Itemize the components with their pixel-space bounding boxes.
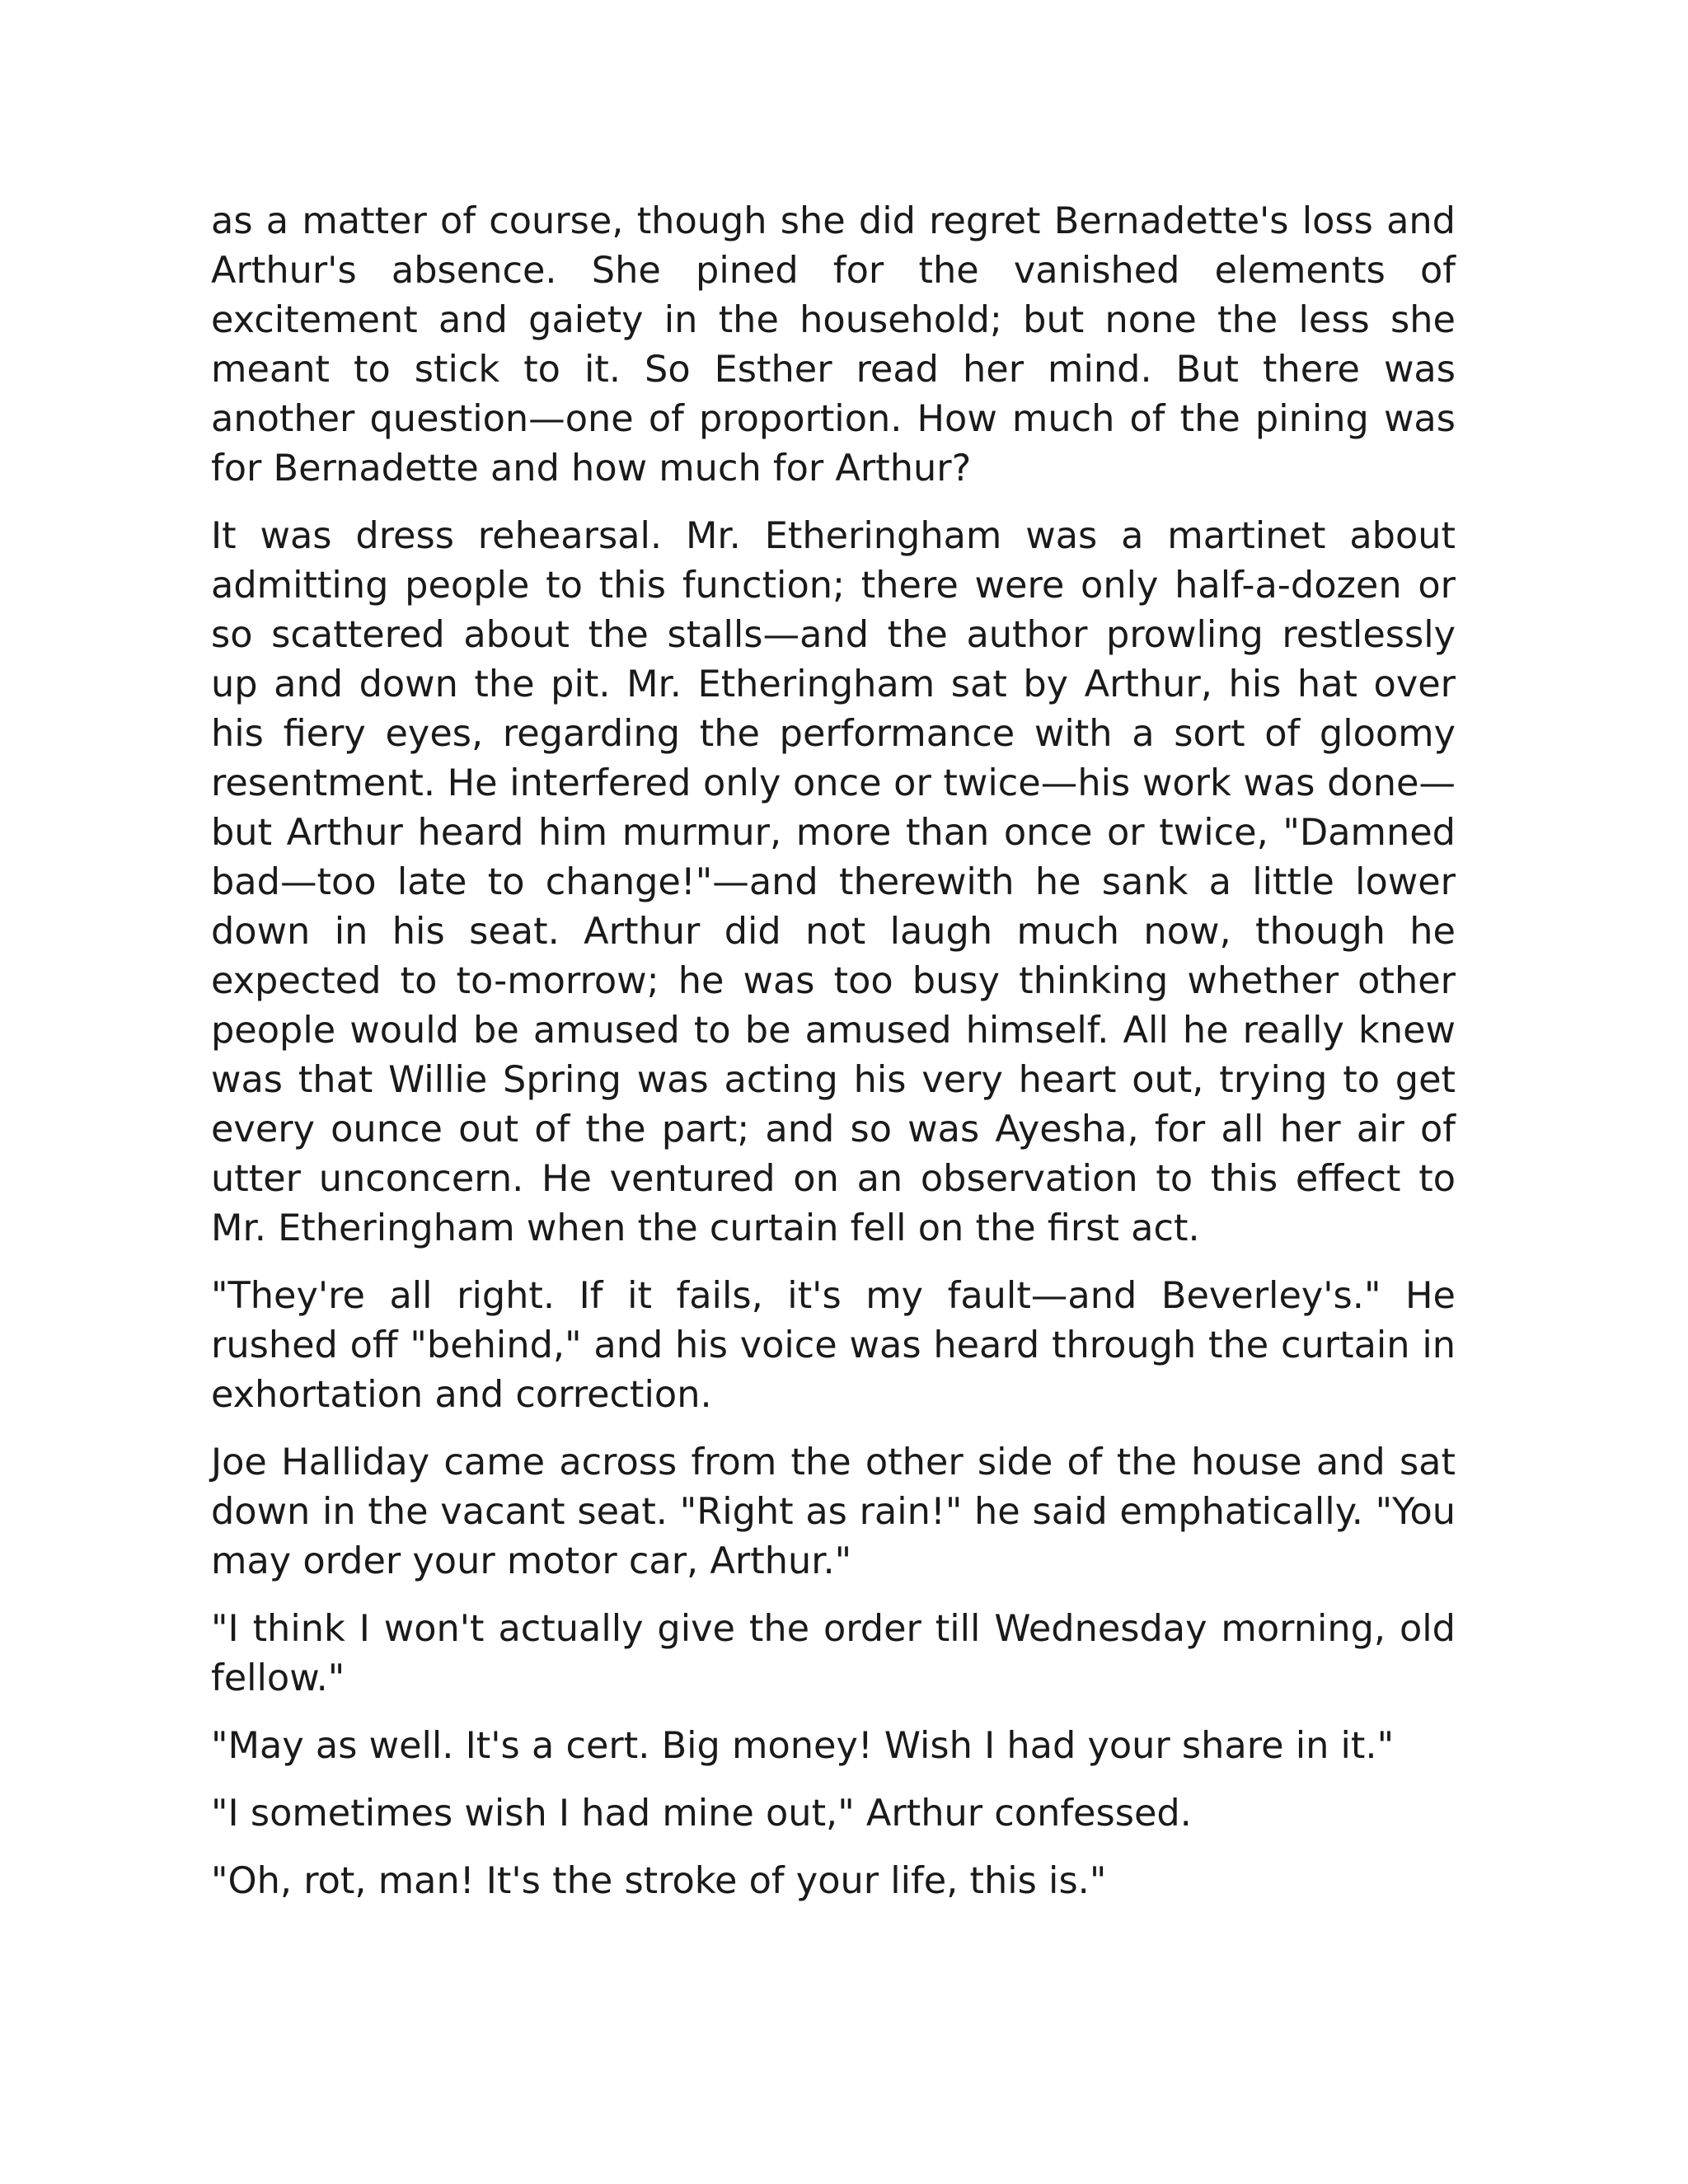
paragraph-8: "Oh, rot, man! It's the stroke of your life, this is." [211, 1859, 1107, 1902]
paragraph-7: "I sometimes wish I had mine out," Arthur confessed. [211, 1792, 1192, 1835]
paragraph-3: "They're all right. If it fails, it's my fault—and Beverley's." He rushed off "behind," and his voice was heard through the curtain in exhortation and correction. [211, 1274, 1456, 1416]
paragraph-4: Joe Halliday came across from the other side of the house and sat down in the vacant seat. "Right as rain!" he said emphatically. "You may order your motor car, Arthur." [211, 1441, 1456, 1582]
page-body [211, 196, 1456, 1924]
paragraph-2: It was dress rehearsal. Mr. Etheringham was a martinet about admitting people to this function; there were only half-a-dozen or so scattered about the stalls—and the author prowling restlessly up and down the pit. Mr. Etheringham sat by Arthur, his hat over his fiery eyes, regarding the performance with a sort of gloomy resentment. He interfered only once or twice—his work was done—but Arthur heard him murmur, more than once or twice, "Damned bad—too late to change!"—and therewith he sank a little lower down in his seat. Arthur did not laugh much now, though he expected to to-morrow; he was too busy thinking whether other people would be amused to be amused himself. All he really knew was that Willie Spring was acting his very heart out, trying to get every ounce out of the part; and so was Ayesha, for all her air of utter unconcern. He ventured on an observation to this effect to Mr. Etheringham when the curtain fell on the first act. [211, 514, 1456, 1249]
paragraph-6: "May as well. It's a cert. Big money! Wish I had your share in it." [211, 1724, 1395, 1767]
paragraph-1: as a matter of course, though she did regret Bernadette's loss and Arthur's absence. She pined for the vanished elements of excitement and gaiety in the household; but none the less she meant to stick to it. So Esther read her mind. But there was another question—one of proportion. How much of the pining was for Bernadette and how much for Arthur? [211, 199, 1456, 490]
paragraph-5: "I think I won't actually give the order till Wednesday morning, old fellow." [211, 1607, 1456, 1699]
